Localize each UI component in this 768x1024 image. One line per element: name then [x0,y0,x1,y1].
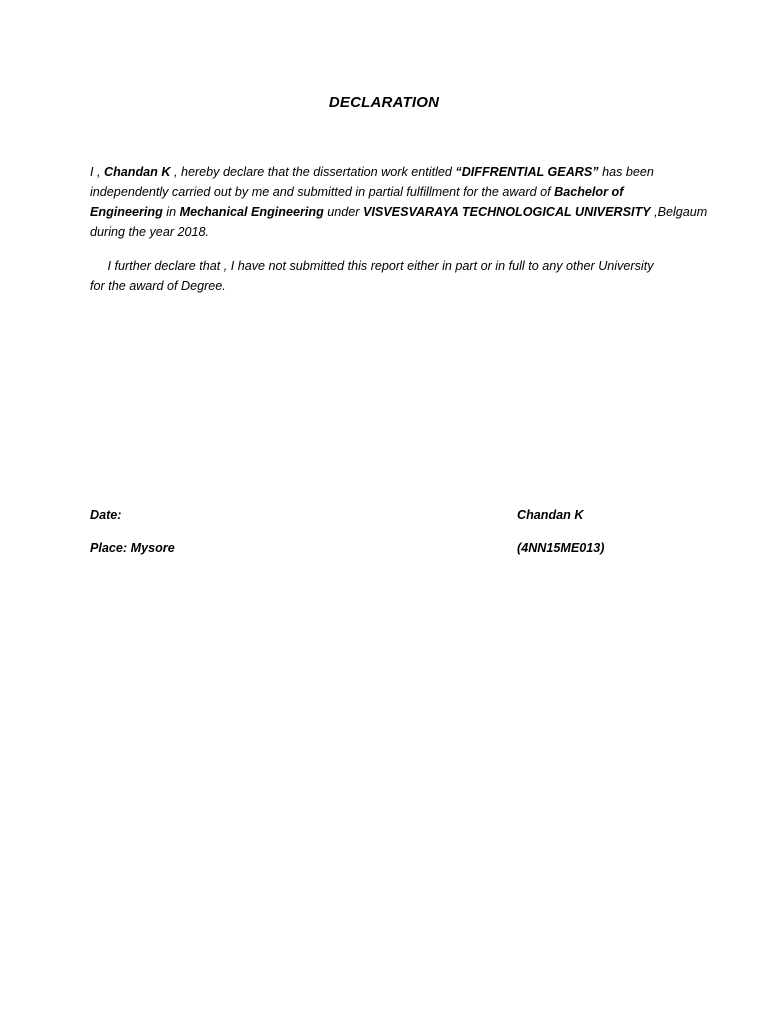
text-segment: I , [90,165,104,179]
text-segment: , hereby declare that the dissertation work entitled [170,165,456,179]
degree-name: Bachelor of [554,185,624,199]
university-name: VISVESVARAYA TECHNOLOGICAL UNIVERSITY [362,205,651,219]
paragraph-line [90,162,680,182]
degree-name: Engineering [90,205,163,219]
paragraph-line: during the year 2018. [90,225,210,239]
text-segment: in [162,205,180,219]
text-segment: has been [598,165,654,179]
text-segment: under [323,205,363,219]
student-name: Chandan K [104,165,171,179]
paragraph-line: for the award of Degree. [90,279,226,293]
paragraph-line [90,182,680,202]
place-label: Place: Mysore [90,541,175,555]
text-segment: independently carried out by me and submitted in partial fulfillment for the award of [90,185,555,199]
dissertation-title: “DIFFRENTIAL GEARS” [455,165,599,179]
further-declaration-paragraph [90,256,680,296]
date-label: Date: [90,508,122,522]
paragraph-line [90,202,708,222]
branch-name: Mechanical Engineering [179,205,324,219]
signatory-name: Chandan K [517,508,584,522]
page-title: DECLARATION [328,94,440,111]
paragraph-line: I further declare that , I have not submitted this report either in part or in full to any other University [90,259,654,273]
declaration-paragraph [90,162,708,242]
text-segment: ,Belgaum [650,205,708,219]
signatory-usn: (4NN15ME013) [517,541,605,555]
